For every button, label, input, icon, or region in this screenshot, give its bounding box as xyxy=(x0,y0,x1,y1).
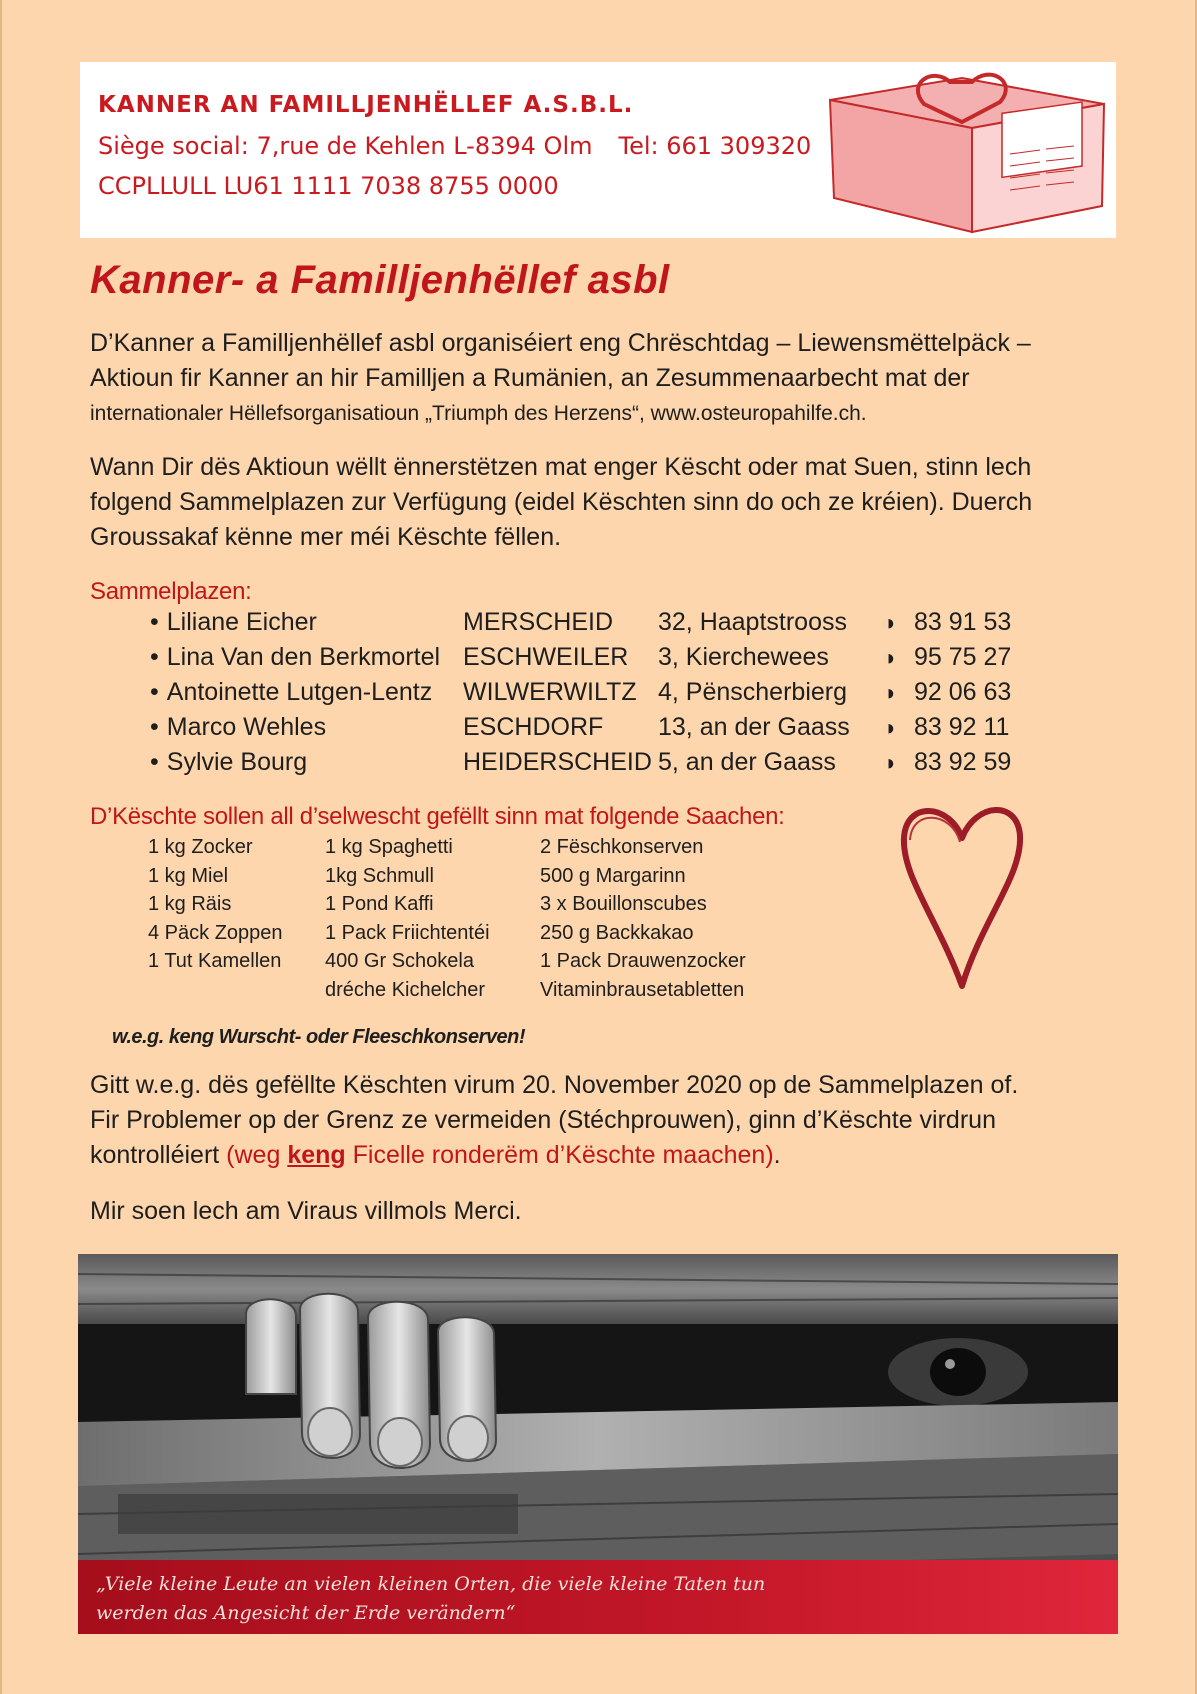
intro-line-3: internationaler Hëllefsorganisatioun „Triumph des Herzens“, www.osteuropahilfe.ch. xyxy=(90,402,867,425)
content-item: 1 kg Zocker xyxy=(148,836,253,858)
deadline-line-3 xyxy=(90,1138,1100,1173)
contents-heading: D’Këschte sollen all d’selwescht gefëllt sinn mat folgende Saachen: xyxy=(90,803,785,830)
content-item: 1 kg Miel xyxy=(148,864,229,887)
org-name: KANNER AN FAMILLJENHËLLEF A.S.B.L. xyxy=(98,92,634,118)
content-item: 1 Tut Kamellen xyxy=(148,950,282,972)
warning-note: w.e.g. keng Wurscht- oder Fleeschkonserven! xyxy=(112,1026,526,1048)
quote-line-1: „Viele kleine Leute an vielen kleinen Orten, die viele kleine Taten tun xyxy=(96,1573,766,1595)
phone-icon: ◑ xyxy=(882,610,896,635)
point-phone: 92 06 63 xyxy=(914,678,1012,706)
gift-box-illustration xyxy=(812,70,1112,236)
point-address: 3, Kierchewees xyxy=(658,643,829,671)
point-name: • Liliane Eicher xyxy=(150,608,317,637)
content-item: 3 x Bouillonscubes xyxy=(540,893,707,915)
point-phone: 95 75 27 xyxy=(914,643,1012,671)
page-title: Kanner- a Familljenhëllef asbl xyxy=(90,258,670,302)
point-address: 13, an der Gaass xyxy=(658,713,850,741)
content-item: 500 g Margarinn xyxy=(540,864,686,887)
phone-icon: ◑ xyxy=(882,680,896,705)
content-item: 1 Pack Drauwenzocker xyxy=(540,950,746,972)
point-name: • Antoinette Lutgen-Lentz xyxy=(150,678,432,707)
twine-warning-post: Ficelle ronderëm d’Këschte maachen) xyxy=(345,1141,774,1169)
collection-heading: Sammelplazen: xyxy=(90,578,252,605)
contents-column-2 xyxy=(325,836,490,1007)
point-name: • Sylvie Bourg xyxy=(150,748,307,777)
contents-column-3 xyxy=(540,836,746,1007)
point-town: ESCHDORF xyxy=(463,713,604,741)
point-address: 32, Haaptstrooss xyxy=(658,608,847,636)
point-phone: 83 92 11 xyxy=(914,713,1010,741)
point-town: ESCHWEILER xyxy=(463,643,629,671)
address-text: Siège social: 7,rue de Kehlen L-8394 Olm xyxy=(98,132,593,160)
point-town: HEIDERSCHEID xyxy=(463,748,652,776)
content-item: 400 Gr Schokela xyxy=(325,950,474,972)
content-item: 1 kg Räis xyxy=(148,893,232,915)
deadline-line-3-end: . xyxy=(773,1141,781,1169)
content-item: 1 Pack Friichtentéi xyxy=(325,921,490,944)
content-item: 250 g Backkakao xyxy=(540,921,694,944)
point-name: • Marco Wehles xyxy=(150,713,326,742)
heart-icon xyxy=(898,790,1028,1000)
org-address xyxy=(98,132,811,160)
point-phone: 83 92 59 xyxy=(914,748,1012,776)
support-line-2: folgend Sammelplazen zur Verfügung (eidel Këschten sinn do och ze kréien). Duerch xyxy=(90,488,1033,516)
intro-line-2: Aktioun fir Kanner an hir Familljen a Rumänien, an Zesummenaarbecht mat der xyxy=(90,364,970,392)
content-item: 1kg Schmull xyxy=(325,864,434,887)
tel-text: Tel: 661 309320 xyxy=(618,132,812,160)
quote-text xyxy=(96,1570,765,1628)
contents-column-1 xyxy=(148,836,283,979)
phone-icon: ◑ xyxy=(882,750,896,775)
point-town: MERSCHEID xyxy=(463,608,614,636)
point-address: 4, Pënscherbierg xyxy=(658,678,848,706)
quote-line-2: werden das Angesicht der Erde verändern“ xyxy=(96,1602,516,1624)
deadline-line-3-plain: kontrolléiert xyxy=(90,1141,227,1169)
support-paragraph xyxy=(90,450,1090,555)
phone-icon: ◑ xyxy=(882,715,896,740)
point-address: 5, an der Gaass xyxy=(658,748,836,776)
phone-icon: ◑ xyxy=(882,645,896,670)
deadline-line-2: Fir Problemer op der Grenz ze vermeiden (Stéchprouwen), ginn d’Këschte virdrun xyxy=(90,1106,996,1134)
closing-text: Mir soen lech am Viraus villmols Merci. xyxy=(90,1197,522,1225)
bank-account: CCPLLULL LU61 1111 7038 8755 0000 xyxy=(98,172,559,200)
content-item: 2 Fëschkonserven xyxy=(540,836,704,858)
point-phone: 83 91 53 xyxy=(914,608,1012,636)
content-item: 4 Päck Zoppen xyxy=(148,921,283,944)
point-town: WILWERWILTZ xyxy=(463,678,637,706)
intro-paragraph xyxy=(90,326,1090,431)
header-banner xyxy=(80,62,1116,238)
twine-warning-emphasis: keng xyxy=(287,1141,346,1169)
support-line-1: Wann Dir dës Aktioun wëllt ënnerstëtzen mat enger Këscht oder mat Suen, stinn lech xyxy=(90,453,1032,481)
twine-warning-pre: (weg xyxy=(226,1141,288,1169)
deadline-paragraph xyxy=(90,1068,1100,1173)
support-line-3: Groussakaf kënne mer méi Këschte fëllen. xyxy=(90,523,562,551)
deadline-line-1: Gitt w.e.g. dës gefëllte Këschten virum 20. November 2020 op de Sammelplazen of. xyxy=(90,1071,1019,1099)
twine-warning xyxy=(226,1141,773,1169)
intro-line-1: D’Kanner a Familljenhëllef asbl organiséiert eng Chrëschtdag – Liewensmëttelpäck – xyxy=(90,329,1031,357)
content-item: 1 Pond Kaffi xyxy=(325,893,434,915)
content-item: Vitaminbrausetabletten xyxy=(540,978,745,1001)
point-name: • Lina Van den Berkmortel xyxy=(150,643,440,672)
content-item: dréche Kichelcher xyxy=(325,978,486,1001)
content-item: 1 kg Spaghetti xyxy=(325,836,453,858)
